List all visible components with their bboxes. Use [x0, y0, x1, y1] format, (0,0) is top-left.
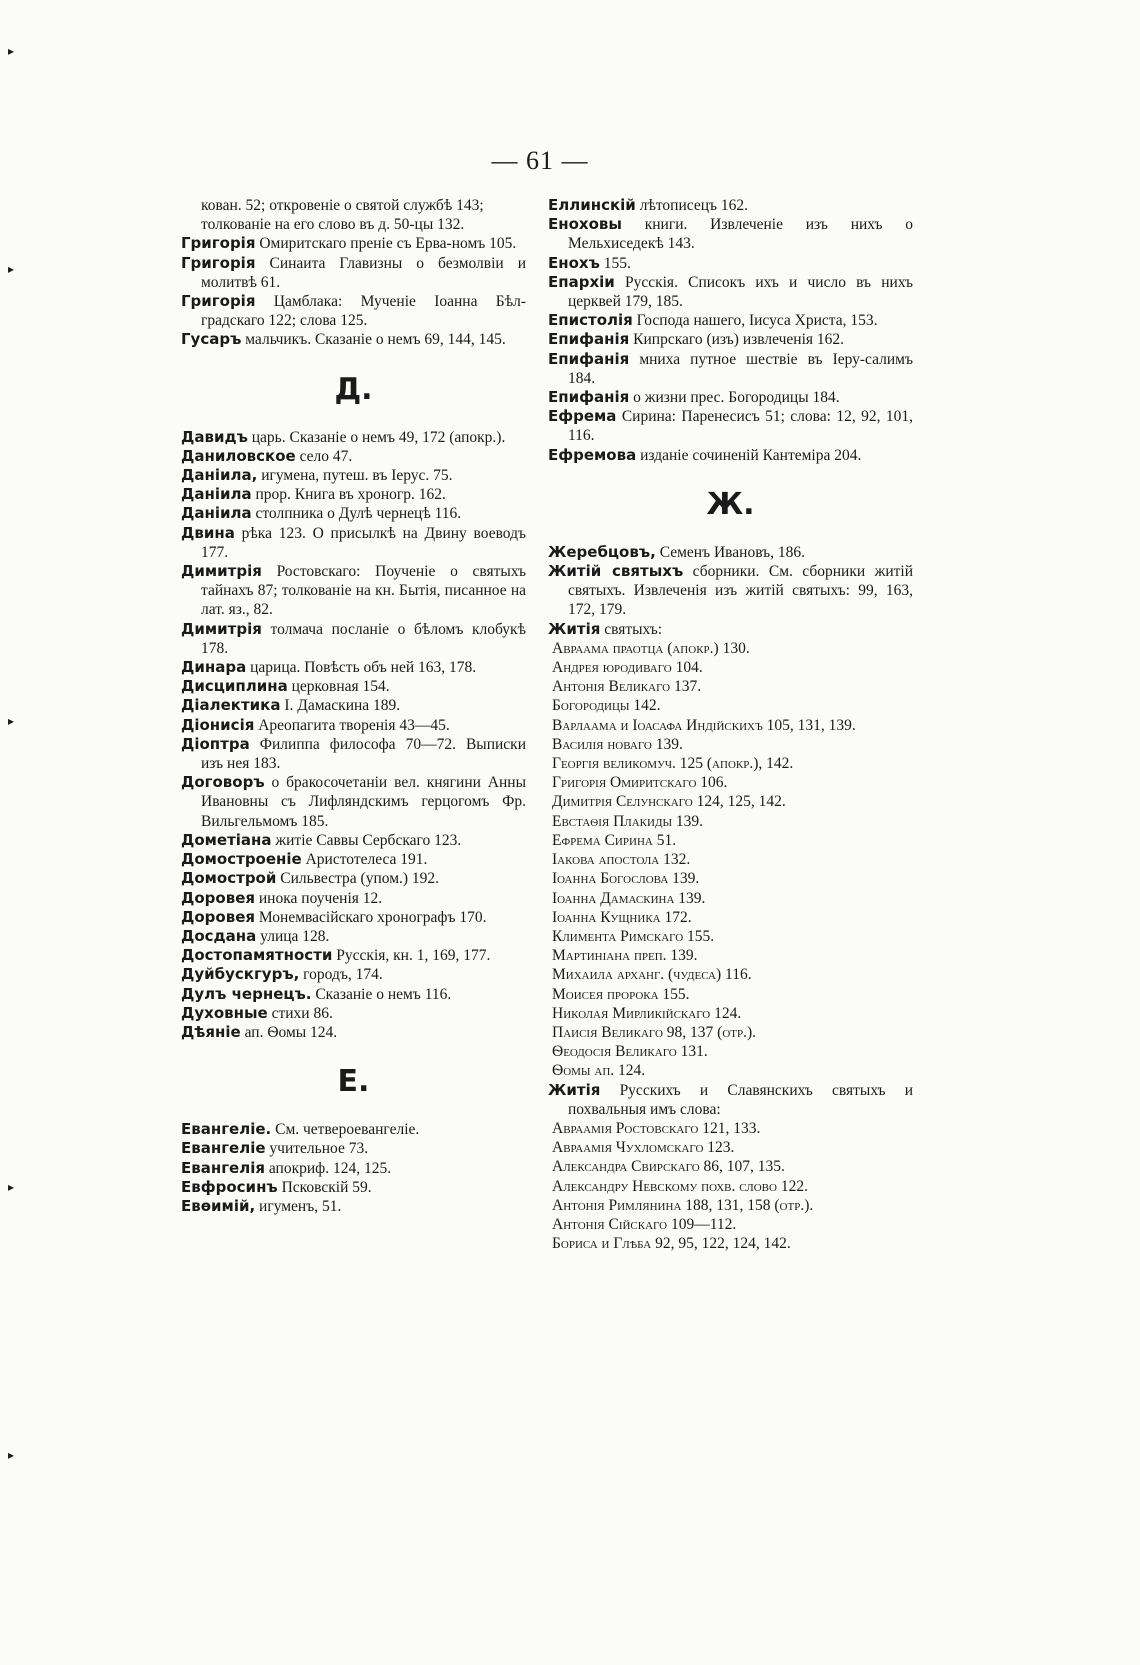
entry-headword: Ефремова: [548, 445, 637, 464]
entry-headword: Домостроеніе: [181, 850, 302, 869]
sub-entry: Бориса и Глѣба 92, 95, 122, 124, 142.: [552, 1235, 791, 1253]
index-entry: [181, 908, 526, 927]
entry-headword: Житія: [548, 1080, 601, 1099]
index-entry: [181, 831, 526, 850]
entry-headword: Двина: [181, 523, 235, 542]
entry-headword: Григорія: [181, 253, 256, 272]
index-entry: [548, 388, 913, 407]
sub-entry: Іакова апостола 132.: [552, 851, 691, 869]
page-number: — 61 —: [491, 146, 589, 175]
index-entry: [548, 446, 913, 465]
index-entry: [181, 485, 526, 504]
entry-text: игуменъ, 51.: [259, 1197, 342, 1215]
sub-entry: Михаила арханг. (чудеса) 116.: [552, 966, 752, 984]
entry-headword: Даніила,: [181, 466, 258, 485]
index-entry: [181, 1023, 526, 1042]
entry-text: мальчикъ. Сказаніе о немъ 69, 144, 145.: [245, 331, 506, 349]
entry-text: 155.: [603, 254, 631, 272]
entries-group: [181, 196, 526, 350]
index-entry: [548, 215, 913, 253]
entry-headword: Евфросинъ: [181, 1177, 278, 1196]
entry-text: улица 128.: [260, 927, 330, 945]
entry-text: городъ, 174.: [303, 966, 383, 984]
entry-continuation: кован. 52; откровеніе о святой службѣ 143;: [201, 197, 484, 214]
entry-text: инока поученія 12.: [258, 889, 383, 907]
margin-mark: ▸: [8, 1448, 15, 1462]
entry-text: царица. Повѣсть объ ней 163, 178.: [250, 659, 477, 677]
entry-headword: Даніила: [181, 485, 252, 504]
entry-text: о бракосочетаніи вел. княгини Анны Ивановны съ Лифляндскимъ герцогомъ Фр. Вильгельмомъ 185.: [201, 774, 527, 830]
sub-entry: Григорія Омиритскаго 106.: [552, 774, 728, 792]
entry-text: столпника о Дулѣ чернецѣ 116.: [255, 505, 462, 523]
index-entry: [548, 311, 913, 330]
sub-entry: Іоанна Кущника 172.: [552, 908, 692, 926]
entry-headword: Епифанія: [548, 388, 630, 407]
index-entry: [181, 466, 526, 485]
sub-entry: Ѳеодосія Великаго 131.: [552, 1043, 708, 1061]
section-letter-zh: Ж.: [706, 486, 755, 522]
margin-mark: ▸: [8, 1180, 15, 1194]
index-entry: [181, 330, 526, 349]
index-entry: [181, 524, 526, 562]
section-letter-d: Д.: [334, 371, 373, 407]
sub-entry: Авраамія Чухломскаго 123.: [552, 1139, 735, 1157]
entry-headword: Дѣяніе: [181, 1022, 241, 1041]
section-letter-e: Е.: [337, 1064, 370, 1100]
index-entry: [181, 677, 526, 696]
entry-text: Омиритскаго преніе съ Ерва-номъ 105.: [259, 235, 517, 253]
entry-text: Аристотелеса 191.: [305, 851, 428, 869]
index-entry: [548, 1081, 913, 1119]
entry-text: Русскихъ и Славянскихъ святыхъ и похвальныя имъ слова:: [568, 1081, 914, 1118]
entry-headword: Даніила: [181, 504, 252, 523]
entry-headword: Даниловское: [181, 446, 296, 465]
entries-group: [548, 543, 913, 639]
sub-entry: Антонія Римлянина 188, 131, 158 (отр.).: [552, 1196, 814, 1214]
index-entry: [181, 773, 526, 831]
margin-mark: ▸: [8, 714, 15, 728]
margin-mark: ▸: [8, 262, 15, 276]
entry-text: рѣка 123. О присылкѣ на Двину воеводъ 177.: [201, 524, 526, 561]
sub-entry: Василія новаго 139.: [552, 735, 683, 753]
entry-text: о жизни прес. Богородицы 184.: [633, 389, 840, 407]
index-entry: [181, 1004, 526, 1023]
sub-entry: Николая Мирликійскаго 124.: [552, 1004, 742, 1022]
entry-headword: Евангеліе.: [181, 1120, 272, 1139]
entry-text: игумена, путеш. въ Іерус. 75.: [261, 467, 453, 485]
index-entry: [548, 330, 913, 349]
entry-headword: Динара: [181, 658, 247, 677]
index-entry: [181, 254, 526, 292]
index-entry: [548, 620, 913, 639]
sub-entry: Георгія великомуч. 125 (апокр.), 142.: [552, 755, 794, 773]
sub-entry: Антонія Сійскаго 109—112.: [552, 1215, 737, 1233]
index-entry: [548, 562, 913, 620]
entry-headword: Ефрема: [548, 407, 617, 426]
entry-headword: Домострой: [181, 869, 277, 888]
index-entry: [181, 1178, 526, 1197]
sub-entries-group: [548, 639, 913, 1081]
entry-text: село 47.: [299, 447, 353, 465]
index-entry: [548, 543, 913, 562]
entry-text: учительное 73.: [269, 1140, 369, 1158]
entry-text: I. Дамаскина 189.: [284, 697, 401, 715]
index-entry: [181, 1120, 526, 1139]
entry-continuation: толкованіе на его слово въ д. 50-цы 132.: [201, 216, 465, 234]
sub-entry: Моисея пророка 155.: [552, 985, 690, 1003]
entry-headword: Епистолія: [548, 311, 633, 330]
index-entry: [181, 889, 526, 908]
index-entry: [181, 504, 526, 523]
sub-entry: Богородицы 142.: [552, 697, 661, 715]
entry-text: См. четвероевангеліе.: [275, 1121, 420, 1139]
entry-text: апокриф. 124, 125.: [268, 1159, 392, 1177]
entry-headword: Димитрія: [181, 562, 262, 581]
index-entry: [548, 407, 913, 445]
entry-text: святыхъ:: [604, 620, 663, 638]
sub-entry: Варлаама и Іоасафа Индійскихъ 105, 131, 139.: [552, 716, 856, 734]
sub-entry: Мартиніана преп. 139.: [552, 947, 698, 965]
entry-text: Ареопагита творенія 43—45.: [258, 716, 450, 734]
index-entry: [181, 965, 526, 984]
entry-text: Псковскій 59.: [281, 1178, 372, 1196]
entry-text: Сильвестра (упом.) 192.: [280, 870, 440, 888]
sub-entry: Климента Римскаго 155.: [552, 927, 715, 945]
index-entry: [181, 292, 526, 330]
entry-text: Монемвасійскаго хронографъ 170.: [258, 908, 487, 926]
entry-headword: Досдана: [181, 926, 257, 945]
entry-headword: Договоръ: [181, 773, 265, 792]
entries-group: [181, 428, 526, 1043]
entry-headword: Доровея: [181, 888, 256, 907]
entry-headword: Еллинскій: [548, 196, 636, 214]
index-entry: [548, 273, 913, 311]
entry-headword: Евѳимій,: [181, 1196, 256, 1215]
sub-entry: Евстаѳія Плакиды 139.: [552, 812, 704, 830]
index-entry: [181, 1159, 526, 1178]
entry-headword: Доровея: [181, 907, 256, 926]
entry-headword: Давидъ: [181, 427, 248, 446]
entry-text: Цамблака: Мученіе Іоанна Бѣл-градскаго 122; слова 125.: [201, 293, 527, 330]
sub-entry: Ѳомы ап. 124.: [552, 1062, 646, 1080]
index-entry: [181, 716, 526, 735]
sub-entry: Іоанна Богослова 139.: [552, 870, 700, 888]
entry-text: царь. Сказаніе о немъ 49, 172 (апокр.).: [251, 428, 506, 446]
entry-headword: Енохъ: [548, 253, 600, 272]
sub-entry: Димитрія Селунскаго 124, 125, 142.: [552, 793, 786, 811]
index-entry: [181, 562, 526, 620]
entry-headword: Жеребцовъ,: [548, 542, 656, 561]
entry-headword: Діоптра: [181, 734, 250, 753]
index-entry: [181, 696, 526, 715]
entry-text: Сказаніе о немъ 116.: [315, 985, 452, 1003]
entry-headword: Дисциплина: [181, 677, 288, 696]
entry-headword: Евангеліе: [181, 1139, 266, 1158]
entry-text: Ростовскаго: Поученіе о святыхъ тайнахъ 87; толкованіе на кн. Бытія, писанное на лат. яз., 82.: [201, 563, 527, 619]
index-entry: [181, 620, 526, 658]
entries-group: [548, 196, 913, 465]
sub-entry: Андрея юродиваго 104.: [552, 659, 703, 677]
entry-text: Семенъ Ивановъ, 186.: [659, 543, 806, 561]
index-entry: [181, 447, 526, 466]
entry-text: стихи 86.: [271, 1004, 333, 1022]
entry-text: толмача посланіе о бѣломъ клобукѣ 178.: [201, 620, 527, 657]
right-column: [548, 196, 913, 1253]
entry-text: Синаита Главизны о безмолвіи и молитвѣ 61.: [201, 254, 527, 291]
entry-text: лѣтописецъ 162.: [639, 197, 749, 214]
entry-headword: Діалектика: [181, 696, 281, 715]
sub-entry: Антонія Великаго 137.: [552, 678, 702, 696]
entry-text: Русскія, кн. 1, 169, 177.: [336, 947, 491, 965]
index-entry: [181, 1139, 526, 1158]
entry-text: Кипрскаго (изъ) извлеченія 162.: [633, 331, 845, 349]
index-entry: [181, 869, 526, 888]
sub-entry: Александра Свирскаго 86, 107, 135.: [552, 1158, 785, 1176]
entry-headword: Григорія: [181, 292, 256, 311]
entry-text: книги. Извлеченіе изъ нихъ о Мельхиседекѣ 143.: [568, 216, 913, 253]
entry-headword: Достопамятности: [181, 946, 333, 965]
index-entry: [181, 1197, 526, 1216]
entry-headword: Епифанія: [548, 349, 630, 368]
entry-headword: Духовные: [181, 1003, 268, 1022]
sub-entries-group: [548, 1119, 913, 1253]
entry-headword: Дометіана: [181, 830, 272, 849]
sub-entry: Ефрема Сирина 51.: [552, 831, 677, 849]
sub-entry: Паисія Великаго 98, 137 (отр.).: [552, 1023, 757, 1041]
entry-headword: Гусаръ: [181, 330, 242, 349]
entry-text: ап. Ѳомы 124.: [244, 1023, 338, 1041]
entry-headword: Димитрія: [181, 619, 262, 638]
margin-mark: ▸: [8, 44, 15, 58]
entry-text: житіе Саввы Сербскаго 123.: [275, 831, 462, 849]
entry-text: мниха путное шествіе въ Іеру-салимъ 184.: [568, 350, 913, 387]
sub-entry: Авраамія Ростовскаго 121, 133.: [552, 1119, 761, 1137]
entry-text: прор. Книга въ хроногр. 162.: [255, 486, 446, 504]
entry-headword: Дулъ чернецъ.: [181, 984, 312, 1003]
index-entry: [181, 927, 526, 946]
entry-text: сборники. См. сборники житій святыхъ. Извлеченія изъ житій святыхъ: 99, 163, 172, 179.: [568, 563, 913, 619]
entry-headword: Житія: [548, 619, 601, 638]
entries-group: [548, 1081, 913, 1119]
entry-text: церковная 154.: [291, 678, 390, 696]
entry-headword: Евангелія: [181, 1158, 265, 1177]
index-entry: [181, 985, 526, 1004]
index-entry: [181, 234, 526, 253]
index-entry: [181, 428, 526, 447]
sub-entry: Авраама праотца (апокр.) 130.: [552, 639, 750, 657]
index-entry: [548, 196, 913, 215]
entry-headword: Григорія: [181, 234, 256, 253]
index-entry: [181, 946, 526, 965]
sub-entry: Іоанна Дамаскина 139.: [552, 889, 706, 907]
entry-headword: Еноховы: [548, 215, 622, 234]
sub-entry: Александру Невскому похв. слово 122.: [552, 1177, 808, 1195]
index-entry: [548, 254, 913, 273]
index-entry: [181, 850, 526, 869]
entry-headword: Житій святыхъ: [548, 562, 684, 581]
entry-headword: Епифанія: [548, 330, 630, 349]
entry-text: Господа нашего, Іисуса Христа, 153.: [636, 312, 878, 330]
entry-text: Сирина: Паренесисъ 51; слова: 12, 92, 101, 116.: [568, 408, 913, 445]
index-entry: [181, 735, 526, 773]
entry-headword: Епархіи: [548, 272, 615, 291]
entries-group: [181, 1120, 526, 1216]
index-entry: [548, 350, 913, 388]
entry-headword: Дуйбускгуръ,: [181, 965, 300, 984]
entry-text: Филиппа философа 70—72. Выписки изъ нея 183.: [201, 735, 526, 773]
entry-headword: Діонисія: [181, 715, 255, 734]
left-column: [181, 196, 526, 1216]
index-entry: [181, 658, 526, 677]
entry-text: Русскія. Списокъ ихъ и число въ нихъ церквей 179, 185.: [568, 273, 913, 311]
entry-text: изданіе сочиненій Кантеміра 204.: [640, 446, 862, 464]
